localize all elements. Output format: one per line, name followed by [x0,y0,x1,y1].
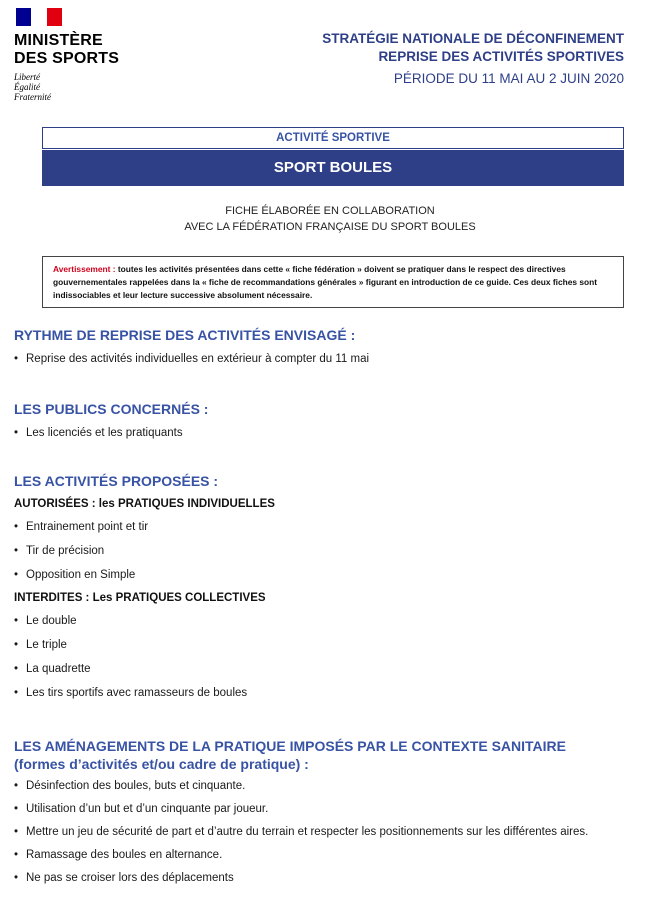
section-activites [14,472,634,702]
list-item: • Le double [14,613,634,630]
list-item: • Désinfection des boules, buts et cinquante. [14,778,634,795]
header-strategy: STRATÉGIE NATIONALE DE DÉCONFINEMENT [322,31,624,46]
list-item: • Ramassage des boules en alternance. [14,847,634,864]
sport-title: SPORT BOULES [42,150,624,186]
collab-line2: AVEC LA FÉDÉRATION FRANÇAISE DU SPORT BOULES [184,221,476,233]
list-item: • Le triple [14,637,634,654]
list-item: • Utilisation d’un but et d’un cinquante par joueur. [14,801,634,818]
french-flag-icon [16,8,62,26]
motto-liberte: Liberté [14,72,40,82]
section-title: LES AMÉNAGEMENTS DE LA PRATIQUE IMPOSÉS PAR LE CONTEXTE SANITAIRE [14,738,567,754]
warning-text: toutes les activités présentées dans cette « fiche fédération » doivent se pratiquer dans le respect des directives gouvernementales rappelées dans la « fiche de recommandations générales » figurant en introduction de ce guide. Ces deux fiches sont indissociables et leur lecture successive absolument nécessaire. [53,264,598,300]
list-item: • Les licenciés et les pratiquants [14,425,634,442]
list-item: • Les tirs sportifs avec ramasseurs de boules [14,685,634,702]
warning-label: Avertissement : [53,264,116,274]
republic-motto [14,72,119,102]
ministry-logo [14,8,119,102]
list-item: • Mettre un jeu de sécurité de part et d’autre du terrain et respecter les positionnements sur les différentes aires. [14,824,634,841]
section-amenagements [14,737,634,887]
document-header [322,30,624,88]
authorized-label: AUTORISÉES : les PRATIQUES INDIVIDUELLES [14,498,275,510]
motto-egalite: Égalité [14,82,40,92]
list-item: • Entrainement point et tir [14,519,634,536]
ministry-name-line1: MINISTÈRE [14,32,103,49]
header-period: PÉRIODE DU 11 MAI AU 2 JUIN 2020 [393,71,624,86]
list-item: • Opposition en Simple [14,567,634,584]
list-item: • Tir de précision [14,543,634,560]
section-publics [14,400,634,442]
section-title: LES ACTIVITÉS PROPOSÉES : [14,473,219,489]
section-rythme [14,326,634,368]
collaboration-note [0,203,660,235]
warning-box [42,256,624,308]
header-reprise: REPRISE DES ACTIVITÉS SPORTIVES [378,49,624,64]
section-title: LES PUBLICS CONCERNÉS : [14,401,209,417]
section-subtitle: (formes d’activités et/ou cadre de pratique) : [14,756,309,772]
forbidden-label: INTERDITES : Les PRATIQUES COLLECTIVES [14,592,266,604]
collab-line1: FICHE ÉLABORÉE EN COLLABORATION [225,205,435,217]
category-box: ACTIVITÉ SPORTIVE [42,127,624,149]
motto-fraternite: Fraternité [14,92,51,102]
ministry-name-line2: DES SPORTS [14,50,120,67]
list-item: • La quadrette [14,661,634,678]
list-item: • Ne pas se croiser lors des déplacements [14,870,634,887]
section-title: RYTHME DE REPRISE DES ACTIVITÉS ENVISAGÉ : [14,327,356,343]
list-item: • Reprise des activités individuelles en extérieur à compter du 11 mai [14,351,634,368]
